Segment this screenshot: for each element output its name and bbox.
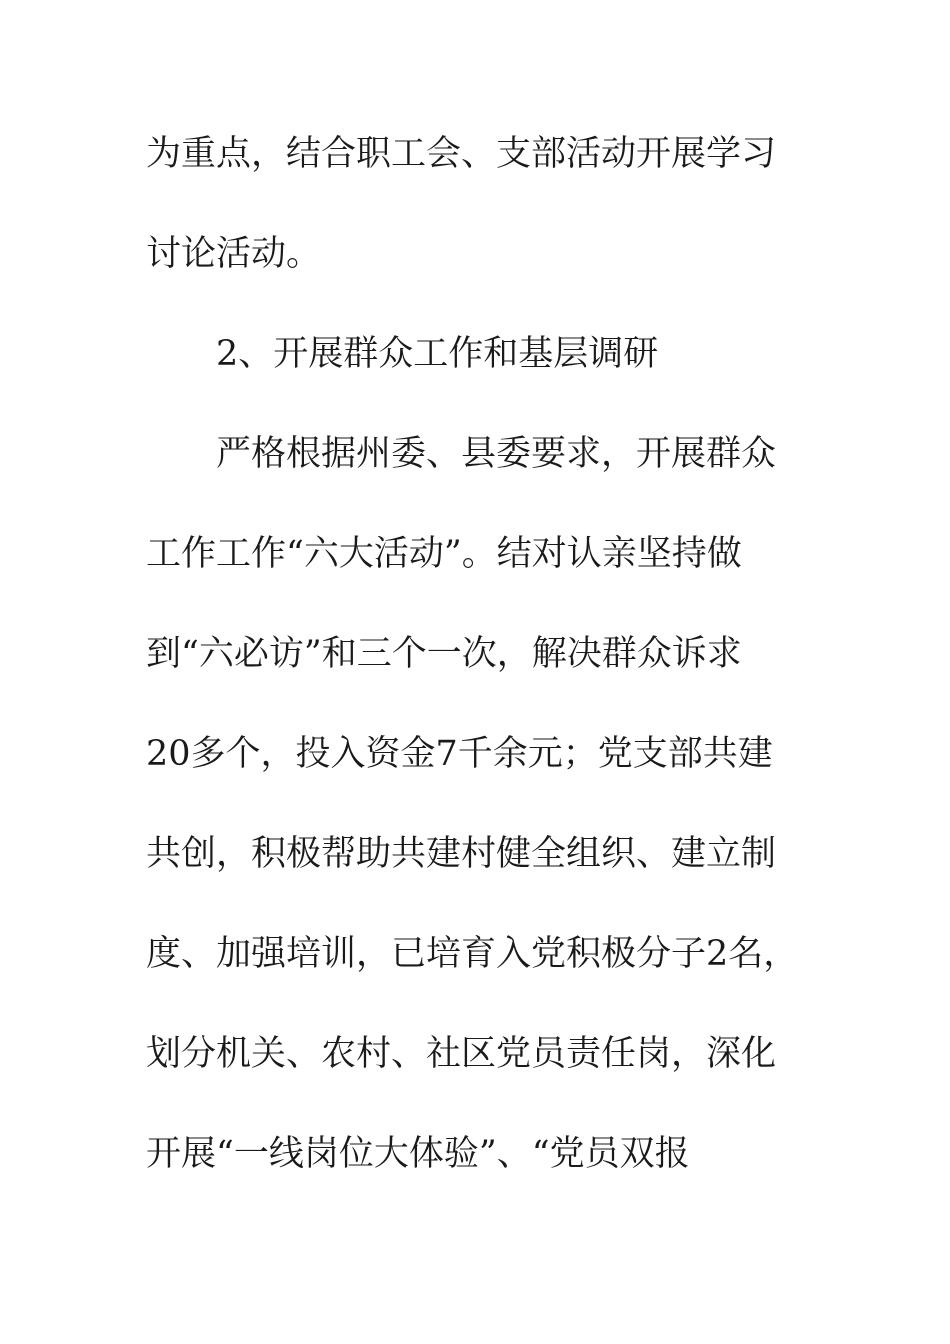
text-line-9: 度、加强培训，已培育入党积极分子2名， <box>146 934 799 974</box>
text-line-8: 共创，积极帮助共建村健全组织、建立制 <box>146 834 777 874</box>
text-line-7: 20多个，投入资金7千余元；党支部共建 <box>146 734 773 774</box>
text-line-10: 划分机关、农村、社区党员责任岗，深化 <box>146 1034 777 1074</box>
section-heading: 2、开展群众工作和基层调研 <box>216 334 659 374</box>
text-line-5: 工作工作“六大活动”。结对认亲坚持做 <box>146 534 742 574</box>
text-line-6: 到“六必访”和三个一次，解决群众诉求 <box>146 634 742 674</box>
text-line-1: 为重点，结合职工会、支部活动开展学习 <box>146 134 777 174</box>
text-line-4: 严格根据州委、县委要求，开展群众 <box>216 434 777 474</box>
text-line-2: 讨论活动。 <box>146 234 322 274</box>
text-line-11: 开展“一线岗位大体验”、“党员双报 <box>146 1134 690 1174</box>
